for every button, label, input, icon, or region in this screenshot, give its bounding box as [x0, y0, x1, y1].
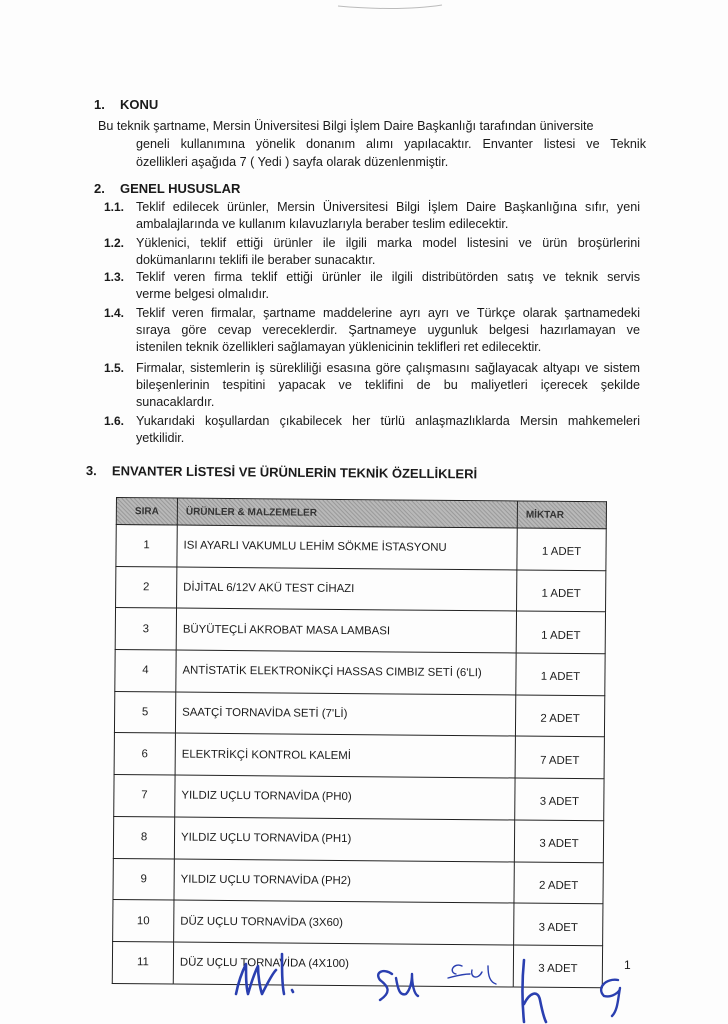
cell-urun: DÜZ UÇLU TORNAVİDA (3X60) [174, 900, 514, 945]
table-row [115, 650, 605, 696]
section-konu [94, 97, 654, 112]
table-row [113, 900, 603, 946]
column-header-urunler: ÜRÜNLER & MALZEMELER [177, 498, 517, 528]
cell-urun: ISI AYARLI VAKUMLU LEHİM SÖKME İSTASYONU [177, 525, 517, 570]
cell-urun: DÜZ UÇLU TORNAVİDA (4X100) [173, 942, 513, 987]
section-heading: 1. KONU [94, 97, 159, 112]
cell-sira: 2 [116, 566, 177, 608]
cell-miktar: 3 ADET [514, 903, 603, 945]
section-heading: 2. GENEL HUSUSLAR [94, 181, 241, 196]
cell-sira: 9 [113, 858, 174, 900]
cell-sira: 11 [112, 941, 173, 983]
scan-artifact [330, 0, 450, 14]
table-row [116, 566, 606, 612]
konu-line-2: geneli kullanımına yönelik donanım alımı yapılacaktır. Envanter listesi ve Teknik [136, 137, 646, 151]
table-row [114, 775, 604, 821]
table-header-row [116, 498, 606, 529]
table-row [114, 733, 604, 779]
cell-urun: DİJİTAL 6/12V AKÜ TEST CİHAZI [177, 567, 517, 612]
cell-sira: 1 [116, 525, 177, 567]
table-row [114, 691, 604, 737]
cell-sira: 8 [113, 816, 174, 858]
cell-miktar: 1 ADET [517, 528, 606, 570]
cell-miktar: 3 ADET [515, 778, 604, 820]
section-envanter [86, 463, 646, 483]
cell-urun: YILDIZ UÇLU TORNAVİDA (PH1) [174, 817, 514, 862]
signature-5 [601, 980, 620, 1016]
column-header-sira: SIRA [116, 498, 177, 526]
cell-sira: 5 [114, 691, 175, 733]
signature-1 [236, 954, 293, 994]
cell-urun: YILDIZ UÇLU TORNAVİDA (PH2) [174, 859, 514, 904]
page-number: 1 [624, 958, 631, 972]
konu-line-3: özellikleri aşağıda 7 ( Yedi ) sayfa olarak düzenlenmiştir. [136, 155, 449, 169]
cell-miktar: 2 ADET [514, 861, 603, 903]
cell-urun: BÜYÜTEÇLİ AKROBAT MASA LAMBASI [176, 608, 516, 653]
cell-sira: 4 [115, 650, 176, 692]
cell-sira: 3 [115, 608, 176, 650]
section-heading: 3. ENVANTER LİSTESİ VE ÜRÜNLERİN TEKNİK ÖZELLİKLERİ [85, 463, 478, 482]
signature-4 [523, 960, 547, 1022]
signatures [0, 940, 728, 1024]
cell-urun: SAATÇİ TORNAVİDA SETİ (7'Lİ) [175, 692, 515, 737]
cell-sira: 7 [114, 775, 175, 817]
column-header-miktar: MİKTAR [517, 501, 606, 529]
konu-line-1: Bu teknik şartname, Mersin Üniversitesi Bilgi İşlem Daire Başkanlığı tarafından üniversite [98, 119, 594, 133]
document-page: 1. KONU Bu teknik şartname, Mersin Üniversitesi Bilgi İşlem Daire Başkanlığı tarafından üniversite geneli kullanımına yönelik donanım alımı yapılacaktır. Envanter listesi ve Teknik özellikleri aşağıda 7 ( Yedi ) sayfa olarak düzenlenmiştir. 2. GENEL HUSUSLAR 1.1. Teklif edilecek ürünler, Mersin Üniversitesi Bilgi İşlem Daire Başkanlığına sıfır, yeni ambalajlarında ve kullanım kılavuzlarıyla beraber teslim edilecektir. 1.2. Yüklenici, teklif ettiği ürünler ile ilgili marka model listesini ve ürün broşürlerini dokümanlarını teklifi ile beraber sunacaktır. 1.3. Teklif veren firma teklif ettiği ürünler ile ilgili distribütörden satış ve teknik servis verme belgesi olmalıdır. 1.4. Teklif veren firmalar, şartname maddelerine ayrı ayrı ve Türkçe olarak şartnamedeki sıraya göre cevap vereceklerdir. Şartnameye uygunluk belgesi hazırlamayan ve istenilen teknik özellikleri sağlamayan yüklenicinin teklifleri ret edilecektir. 1.5. Firmalar, sistemlerin iş sürekliliği esasına göre çalışmasını sağlayacak altyapı ve sistem bileşenlerinin tespitini yapacak ve teklifini de bu maliyetleri içerecek şekilde sunacaklardır. 1.6. Yukarıdaki koşullardan çıkabilecek her türlü anlaşmazlıklarda Mersin mahkemeleri yetkilidir. 3. ENVANTER LİSTESİ VE ÜRÜNLERİN TEKNİK ÖZELLİKLERİ SIRA ÜRÜNLER & MALZEMELER MİKTAR 1 ISI AYARLI VAKUMLU LEHİM SÖKME İSTASYONU 1 ADET 2 DİJİTAL 6/12V AKÜ TEST CİHAZI 1 ADET 3 BÜYÜTEÇLİ AKROBAT MASA LAMBASI 1 ADET 4 ANTİSTATİK ELEKTRONİKÇİ HASSAS CIMBIZ SETİ (6'LI) 1 ADET 5 SAATÇİ TORNAVİDA SETİ (7'Lİ) 2 ADET 6 ELEKTRİKÇİ KONTROL KALEMİ 7 ADET 7 YILDIZ UÇLU TORNAVİDA (PH0) 3 ADET 8 YILDIZ UÇLU TORNAVİDA (PH1) 3 ADET 9 YILDIZ UÇLU TORNAVİDA (PH2) 2 ADET 10 DÜZ UÇLU TORNAVİDA (3X60) 3 ADET 11 DÜZ UÇLU TORNAVİDA (4X100) 3 ADET 1 [0, 0, 728, 1024]
cell-urun: ANTİSTATİK ELEKTRONİKÇİ HASSAS CIMBIZ SETİ (6'LI) [176, 650, 516, 695]
table-row [116, 525, 606, 571]
section-genel-hususlar [94, 181, 654, 196]
cell-miktar: 2 ADET [515, 695, 604, 737]
cell-miktar: 3 ADET [514, 820, 603, 862]
table-row [115, 608, 605, 654]
cell-miktar: 3 ADET [513, 945, 602, 987]
signature-2 [378, 971, 418, 1000]
cell-miktar: 1 ADET [516, 611, 605, 653]
cell-miktar: 1 ADET [516, 653, 605, 695]
inventory-table [112, 497, 607, 988]
signature-3 [448, 965, 496, 984]
cell-miktar: 1 ADET [517, 570, 606, 612]
cell-urun: ELEKTRİKÇİ KONTROL KALEMİ [175, 733, 515, 778]
cell-miktar: 7 ADET [515, 736, 604, 778]
table-row [113, 816, 603, 862]
cell-sira: 10 [113, 900, 174, 942]
cell-urun: YILDIZ UÇLU TORNAVİDA (PH0) [175, 775, 515, 820]
cell-sira: 6 [114, 733, 175, 775]
table-row [113, 858, 603, 904]
